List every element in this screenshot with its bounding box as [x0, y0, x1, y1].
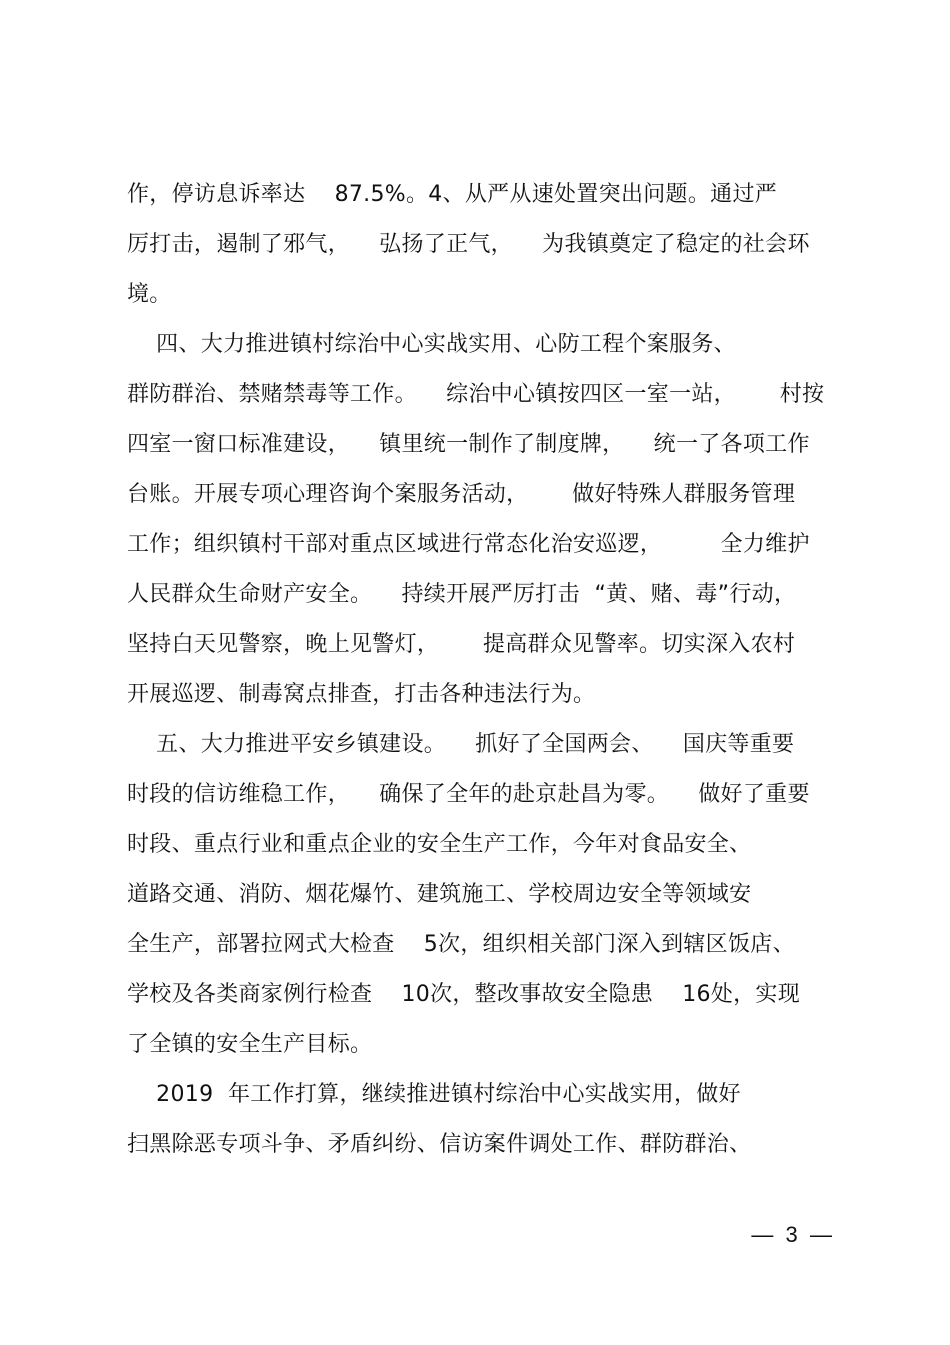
text-line: 2019 年工作打算，继续推进镇村综治中心实战实用，做好: [127, 1082, 741, 1107]
text-line: 四室一窗口标准建设， 镇里统一制作了制度牌， 统一了各项工作: [127, 432, 810, 457]
text-line: 扫黑除恶专项斗争、矛盾纠纷、信访案件调处工作、群防群治、: [127, 1132, 752, 1157]
text-line: 群防群治、禁赌禁毒等工作。 综治中心镇按四区一室一站， 村按: [127, 382, 825, 407]
text-line: 作，停访息诉率达 87.5%。4、从严从速处置突出问题。通过严: [127, 182, 778, 207]
text-line: 道路交通、消防、烟花爆竹、建筑施工、学校周边安全等领域安: [127, 882, 752, 907]
text-line: 学校及各类商家例行检查 10次，整改事故安全隐患 16处，实现: [127, 982, 801, 1007]
text-line: 全生产，部署拉网式大检查 5次，组织相关部门深入到辖区饭店、: [127, 932, 795, 957]
text-line: 开展巡逻、制毒窝点排查，打击各种违法行为。: [127, 682, 596, 707]
text-line: 坚持白天见警察，晚上见警灯， 提高群众见警率。切实深入农村: [127, 632, 796, 657]
text-line: 台账。开展专项心理咨询个案服务活动， 做好特殊人群服务管理: [127, 482, 796, 507]
text-line: 工作；组织镇村干部对重点区域进行常态化治安巡逻， 全力维护: [127, 532, 810, 557]
text-line: 时段的信访维稳工作， 确保了全年的赴京赴昌为零。 做好了重要: [127, 782, 810, 807]
text-line: 五、大力推进平安乡镇建设。 抓好了全国两会、 国庆等重要: [127, 732, 795, 757]
text-line: 四、大力推进镇村综治中心实战实用、心防工程个案服务、: [127, 332, 736, 357]
text-line: 了全镇的安全生产目标。: [127, 1032, 373, 1057]
text-line: 人民群众生命财产安全。 持续开展严厉打击 “黄、赌、毒”行动，: [127, 582, 797, 607]
text-line: 境。: [127, 282, 172, 307]
text-line: 厉打击，遏制了邪气， 弘扬了正气， 为我镇奠定了稳定的社会环: [127, 232, 810, 257]
page-number: — 3 —: [751, 1222, 832, 1247]
text-line: 时段、重点行业和重点企业的安全生产工作，今年对食品安全、: [127, 832, 752, 857]
